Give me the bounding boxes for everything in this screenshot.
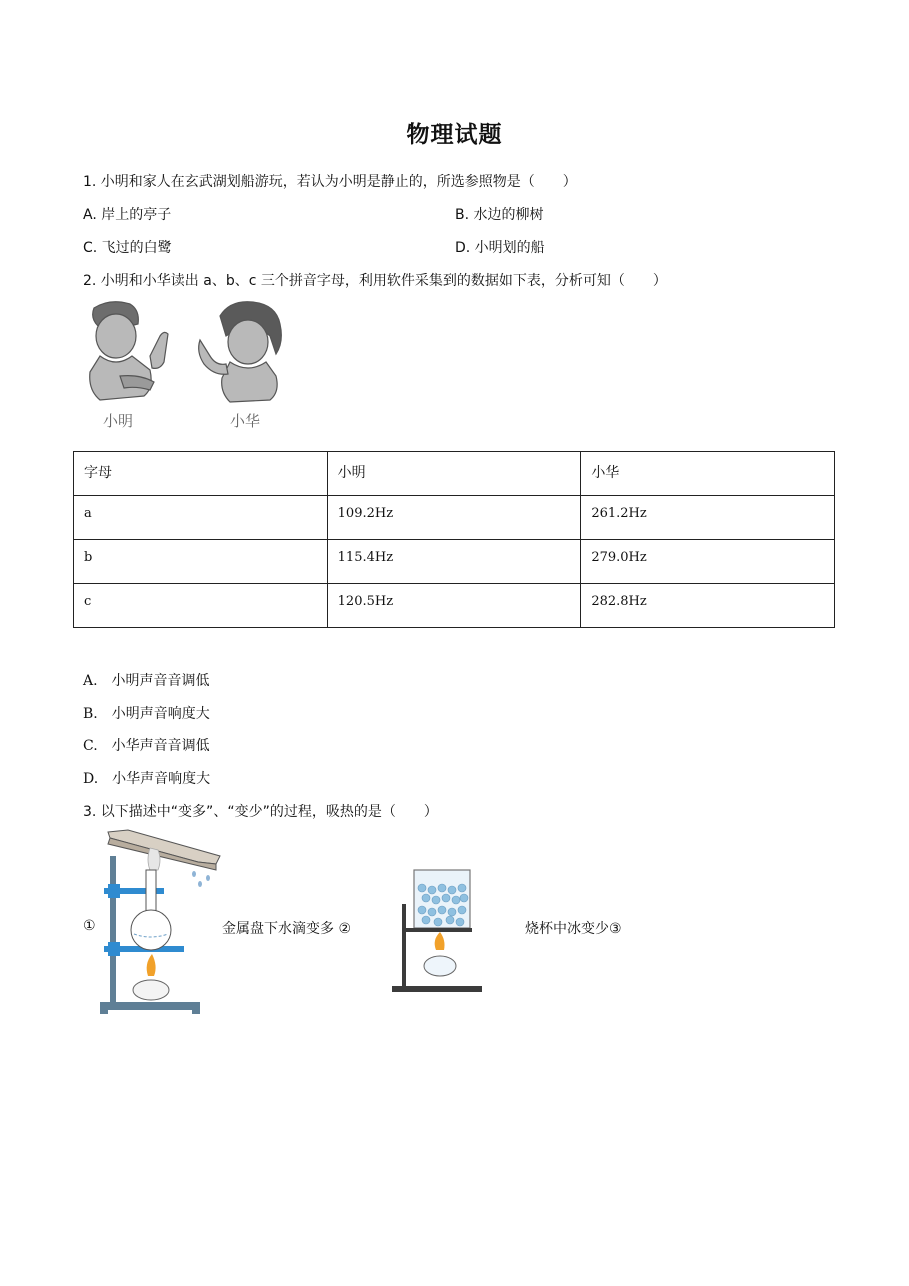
table-cell: c <box>74 584 328 628</box>
beaker-ice-illustration <box>388 868 488 998</box>
question-2-option-d: D. 小华声音响度大 <box>83 771 211 787</box>
table-cell: 279.0Hz <box>581 540 835 584</box>
table-cell: 115.4Hz <box>327 540 581 584</box>
table-row <box>74 540 835 584</box>
table-cell: 282.8Hz <box>581 584 835 628</box>
flask-stand-illustration <box>98 826 223 1016</box>
apparatus-1-figure <box>98 826 223 1016</box>
apparatus-1-caption: 金属盘下水滴变多 ② <box>222 921 352 937</box>
table-header-row <box>74 452 835 496</box>
speakers-illustration <box>80 296 290 436</box>
table-cell: 109.2Hz <box>327 496 581 540</box>
figure-label-xiaoming: 小明 <box>102 412 134 430</box>
question-3-stem: 3. 以下描述中“变多”、“变少”的过程，吸热的是（ ） <box>83 804 438 820</box>
question-2-option-a: A. 小明声音音调低 <box>83 673 210 689</box>
figure-label-xiaohua: 小华 <box>229 412 261 430</box>
table-row <box>74 496 835 540</box>
question-1-option-a: A. 岸上的亭子 <box>83 207 172 223</box>
question-2-stem: 2. 小明和小华读出 a、b、c 三个拼音字母，利用软件采集到的数据如下表，分析可知（ ） <box>83 273 667 289</box>
frequency-table <box>73 451 835 628</box>
question-1-option-b: B. 水边的柳树 <box>455 207 544 223</box>
question-1-stem: 1. 小明和家人在玄武湖划船游玩，若认为小明是静止的，所选参照物是（ ） <box>83 174 577 190</box>
question-2-option-c: C. 小华声音音调低 <box>83 738 210 754</box>
table-cell: b <box>74 540 328 584</box>
table-cell: 261.2Hz <box>581 496 835 540</box>
table-header-cell: 小明 <box>327 452 581 496</box>
figure-marker-1: ① <box>83 918 96 934</box>
apparatus-2-figure <box>388 868 488 998</box>
page-title: 物理试题 <box>406 122 503 148</box>
question-1-option-d: D. 小明划的船 <box>455 240 545 256</box>
table-header-cell: 小华 <box>581 452 835 496</box>
table-header-cell: 字母 <box>74 452 328 496</box>
table-row <box>74 584 835 628</box>
speakers-figure <box>80 296 290 436</box>
apparatus-2-caption: 烧杯中冰变少③ <box>525 921 622 937</box>
table-cell: a <box>74 496 328 540</box>
question-1-option-c: C. 飞过的白鹭 <box>83 240 172 256</box>
question-2-option-b: B. 小明声音响度大 <box>83 706 210 722</box>
table-cell: 120.5Hz <box>327 584 581 628</box>
